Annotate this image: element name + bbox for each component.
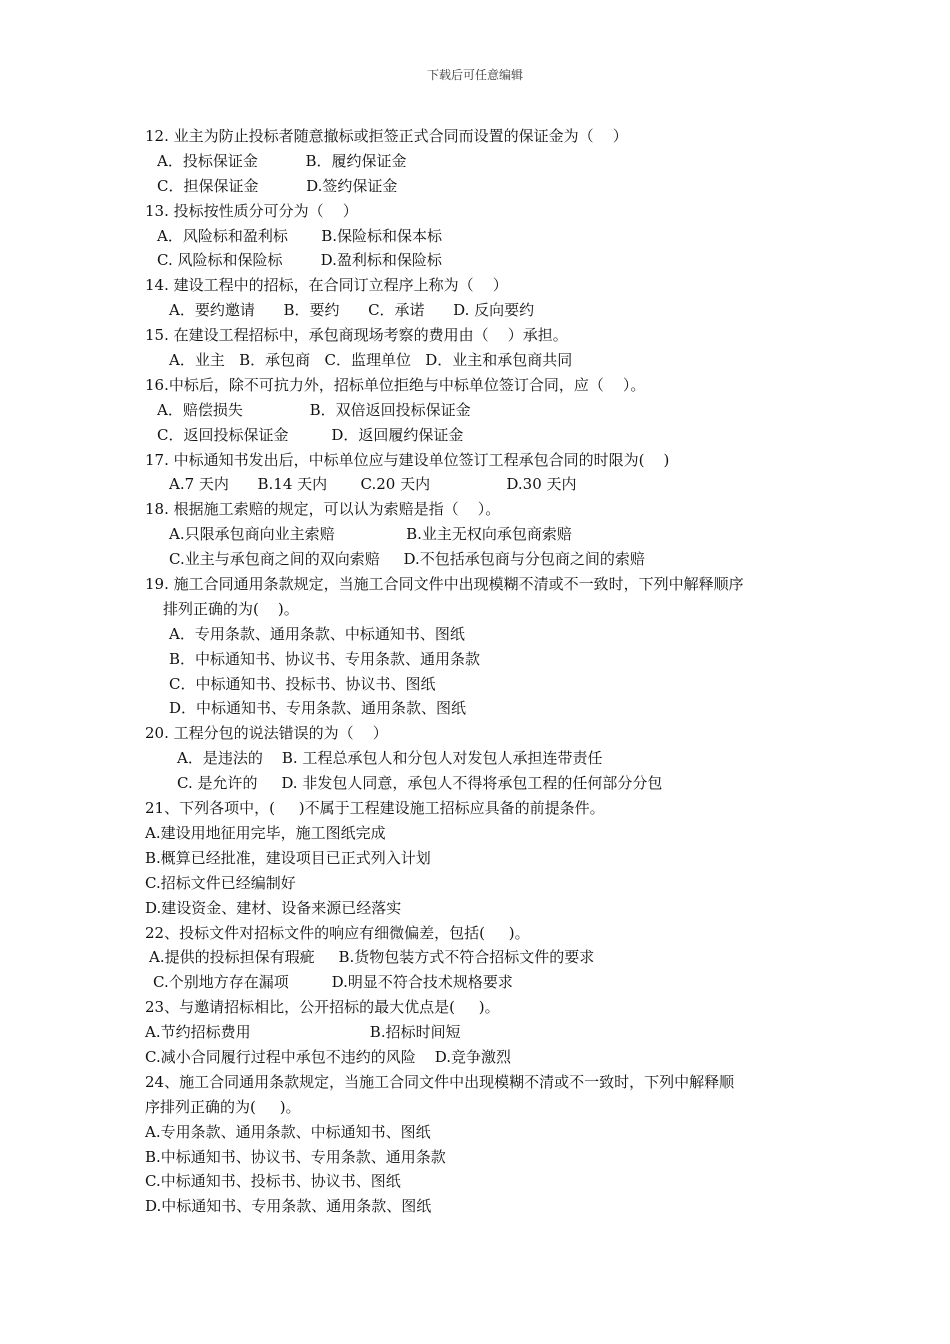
question-16-options-ab: A．赔偿损失 B．双倍返回投标保证金: [157, 400, 471, 419]
question-12-options-cd: C．担保保证金 D.签约保证金: [157, 176, 398, 195]
question-24-option-d: D.中标通知书、专用条款、通用条款、图纸: [145, 1197, 432, 1216]
question-14-options: A．要约邀请 B．要约 C．承诺 D. 反向要约: [169, 301, 535, 320]
question-20-options-ab: A．是违法的 B. 工程总承包人和分包人对发包人承担连带责任: [177, 749, 603, 768]
question-19-option-a: A．专用条款、通用条款、中标通知书、图纸: [169, 624, 465, 643]
question-19-option-c: C．中标通知书、投标书、协议书、图纸: [169, 674, 436, 693]
question-21-option-a: A.建设用地征用完毕，施工图纸完成: [145, 823, 386, 842]
question-24-option-c: C.中标通知书、投标书、协议书、图纸: [145, 1172, 401, 1191]
question-12: 12. 业主为防止投标者随意撤标或拒签正式合同而设置的保证金为（ ）: [145, 127, 628, 145]
question-18-options-cd: C.业主与承包商之间的双向索赔 D.不包括承包商与分包商之间的索赔: [169, 550, 645, 569]
question-19-cont: 排列正确的为( )。: [163, 599, 299, 618]
question-24-cont: 序排列正确的为( )。: [145, 1097, 301, 1116]
question-16: 16.中标后，除不可抗力外，招标单位拒绝与中标单位签订合同，应（ ）。: [145, 375, 646, 394]
question-15-options: A．业主 B．承包商 C．监理单位 D．业主和承包商共同: [169, 351, 573, 370]
question-20-options-cd: C. 是允许的 D. 非发包人同意，承包人不得将承包工程的任何部分分包: [177, 774, 663, 793]
question-23-options-ab: A.节约招标费用 B.招标时间短: [145, 1023, 461, 1042]
question-15: 15. 在建设工程招标中，承包商现场考察的费用由（ ）承担。: [145, 326, 568, 345]
question-17: 17. 中标通知书发出后，中标单位应与建设单位签订工程承包合同的时限为( ): [145, 450, 670, 469]
question-21-option-b: B.概算已经批准，建设项目已正式列入计划: [145, 848, 431, 867]
question-13: 13. 投标按性质分可分为（ ）: [145, 201, 358, 220]
document-body: [145, 124, 825, 1219]
question-18-options-ab: A.只限承包商向业主索赔 B.业主无权向承包商索赔: [169, 525, 572, 544]
question-24-option-b: B.中标通知书、协议书、专用条款、通用条款: [145, 1147, 446, 1166]
question-21: 21、下列各项中，( )不属于工程建设施工招标应具备的前提条件。: [145, 799, 605, 818]
question-17-options: A.7 天内 B.14 天内 C.20 天内 D.30 天内: [169, 475, 577, 494]
question-13-options-ab: A．风险标和盈利标 B.保险标和保本标: [157, 226, 443, 245]
question-13-options-cd: C. 风险标和保险标 D.盈利标和保险标: [157, 251, 442, 270]
page-header: 下载后可任意编辑: [426, 68, 523, 82]
question-20: 20. 工程分包的说法错误的为（ ）: [145, 724, 388, 743]
question-22-options-cd: C.个别地方存在漏项 D.明显不符合技术规格要求: [153, 973, 513, 992]
question-12-options-ab: A．投标保证金 B．履约保证金: [157, 151, 407, 170]
question-23-options-cd: C.减小合同履行过程中承包不违约的风险 D.竞争激烈: [145, 1047, 512, 1066]
question-24-option-a: A.专用条款、通用条款、中标通知书、图纸: [145, 1122, 431, 1141]
question-18: 18. 根据施工索赔的规定，可以认为索赔是指（ ）。: [145, 500, 501, 519]
question-24: 24、施工合同通用条款规定，当施工合同文件中出现模糊不清或不一致时，下列中解释顺: [145, 1072, 735, 1091]
question-19: 19. 施工合同通用条款规定，当施工合同文件中出现模糊不清或不一致时，下列中解释顺序: [145, 575, 744, 594]
question-21-option-c: C.招标文件已经编制好: [145, 873, 296, 892]
question-16-options-cd: C．返回投标保证金 D．返回履约保证金: [157, 425, 464, 444]
question-19-option-b: B．中标通知书、协议书、专用条款、通用条款: [169, 649, 481, 668]
question-22: 22、投标文件对招标文件的响应有细微偏差，包括( )。: [145, 923, 530, 942]
question-23: 23、与邀请招标相比，公开招标的最大优点是( )。: [145, 998, 500, 1017]
question-14: 14. 建设工程中的招标，在合同订立程序上称为（ ）: [145, 276, 508, 295]
question-22-options-ab: A.提供的投标担保有瑕疵 B.货物包装方式不符合招标文件的要求: [149, 948, 595, 967]
question-21-option-d: D.建设资金、建材、设备来源已经落实: [145, 898, 402, 917]
question-19-option-d: D．中标通知书、专用条款、通用条款、图纸: [169, 699, 467, 718]
